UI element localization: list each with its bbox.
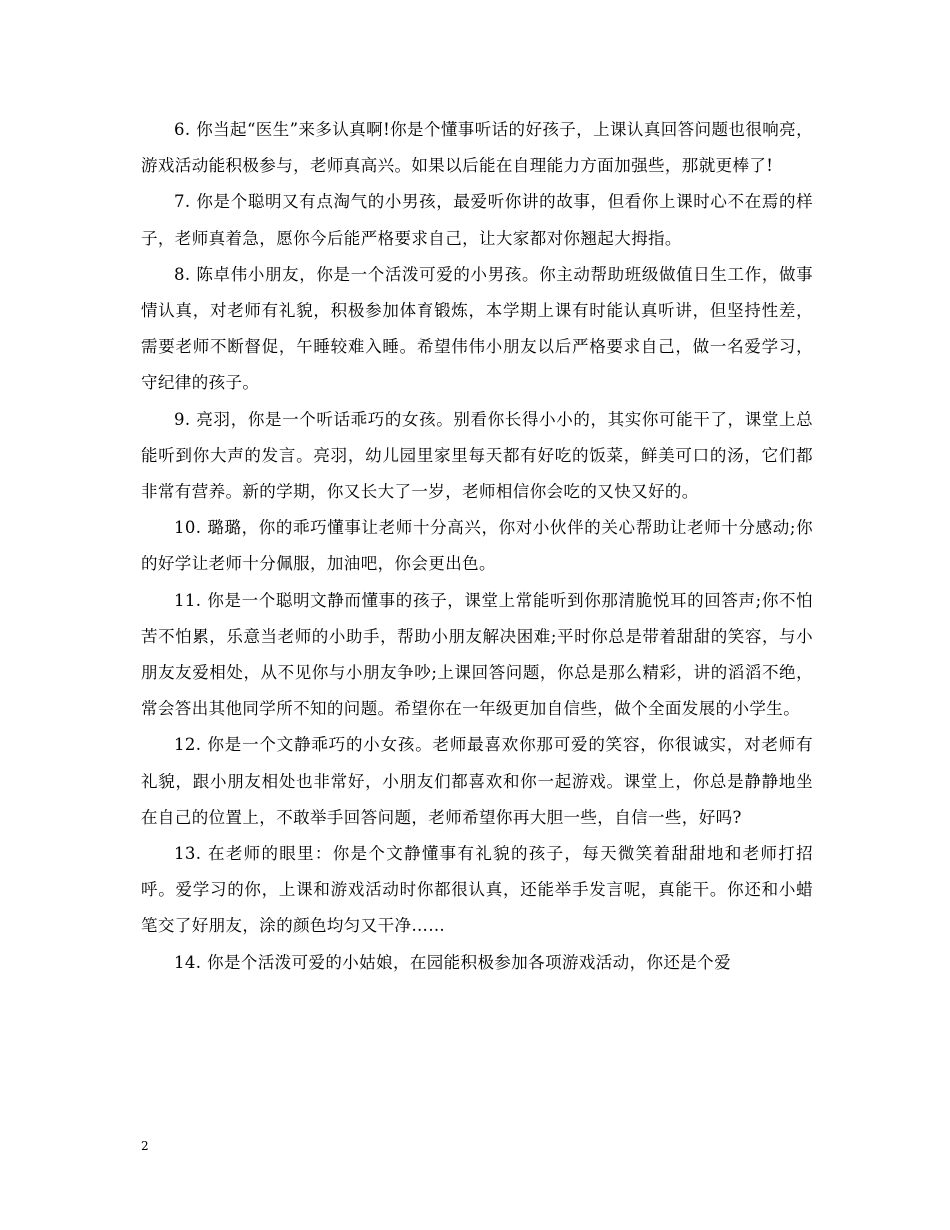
paragraph-10: 10. 璐璐，你的乖巧懂事让老师十分高兴，你对小伙伴的关心帮助让老师十分感动;你的好学让老师十分佩服，加油吧，你会更出色。 [141, 518, 813, 574]
paragraph-9: 9. 亮羽，你是一个听话乖巧的女孩。别看你长得小小的，其实你可能干了，课堂上总能听到你大声的发言。亮羽，幼儿园里家里每天都有好吃的饭菜，鲜美可口的汤，它们都非常有营养。新的学期，你又长大了一岁，老师相信你会吃的又快又好的。 [141, 409, 813, 502]
paragraph-8: 8. 陈卓伟小朋友，你是一个活泼可爱的小男孩。你主动帮助班级做值日生工作，做事情认真，对老师有礼貌，积极参加体育锻炼，本学期上课有时能认真听讲，但坚持性差，需要老师不断督促，午睡较难入睡。希望伟伟小朋友以后严格要求自己，做一名爱学习，守纪律的孩子。 [141, 264, 813, 393]
document-body [141, 112, 813, 981]
paragraph-7: 7. 你是个聪明又有点淘气的小男孩，最爱听你讲的故事，但看你上课时心不在焉的样子，老师真着急，愿你今后能严格要求自己，让大家都对你翘起大拇指。 [141, 192, 813, 248]
paragraph-13: 13. 在老师的眼里：你是个文静懂事有礼貌的孩子，每天微笑着甜甜地和老师打招呼。爱学习的你，上课和游戏活动时你都很认真，还能举手发言呢，真能干。你还和小蜡笔交了好朋友，涂的颜色均匀又干净…… [141, 844, 813, 936]
paragraph-11: 11. 你是一个聪明文静而懂事的孩子，课堂上常能听到你那清脆悦耳的回答声;你不怕苦不怕累，乐意当老师的小助手，帮助小朋友解决困难;平时你总是带着甜甜的笑容，与小朋友友爱相处，从不见你与小朋友争吵;上课回答问题，你总是那么精彩，讲的滔滔不绝，常会答出其他同学所不知的问题。希望你在一年级更加自信些，做个全面发展的小学生。 [141, 590, 813, 719]
paragraph-14: 14. 你是个活泼可爱的小姑娘，在园能积极参加各项游戏活动，你还是个爱 [174, 952, 731, 972]
paragraph-12: 12. 你是一个文静乖巧的小女孩。老师最喜欢你那可爱的笑容，你很诚实，对老师有礼貌，跟小朋友相处也非常好，小朋友们都喜欢和你一起游戏。课堂上，你总是静静地坐在自己的位置上，不敢举手回答问题，老师希望你再大胆一些，自信一些，好吗? [141, 735, 813, 827]
page-number: 2 [141, 1139, 149, 1153]
paragraph-6: 6. 你当起“医生”来多认真啊!你是个懂事听话的好孩子，上课认真回答问题也很响亮，游戏活动能积极参与，老师真高兴。如果以后能在自理能力方面加强些，那就更棒了! [141, 120, 813, 176]
